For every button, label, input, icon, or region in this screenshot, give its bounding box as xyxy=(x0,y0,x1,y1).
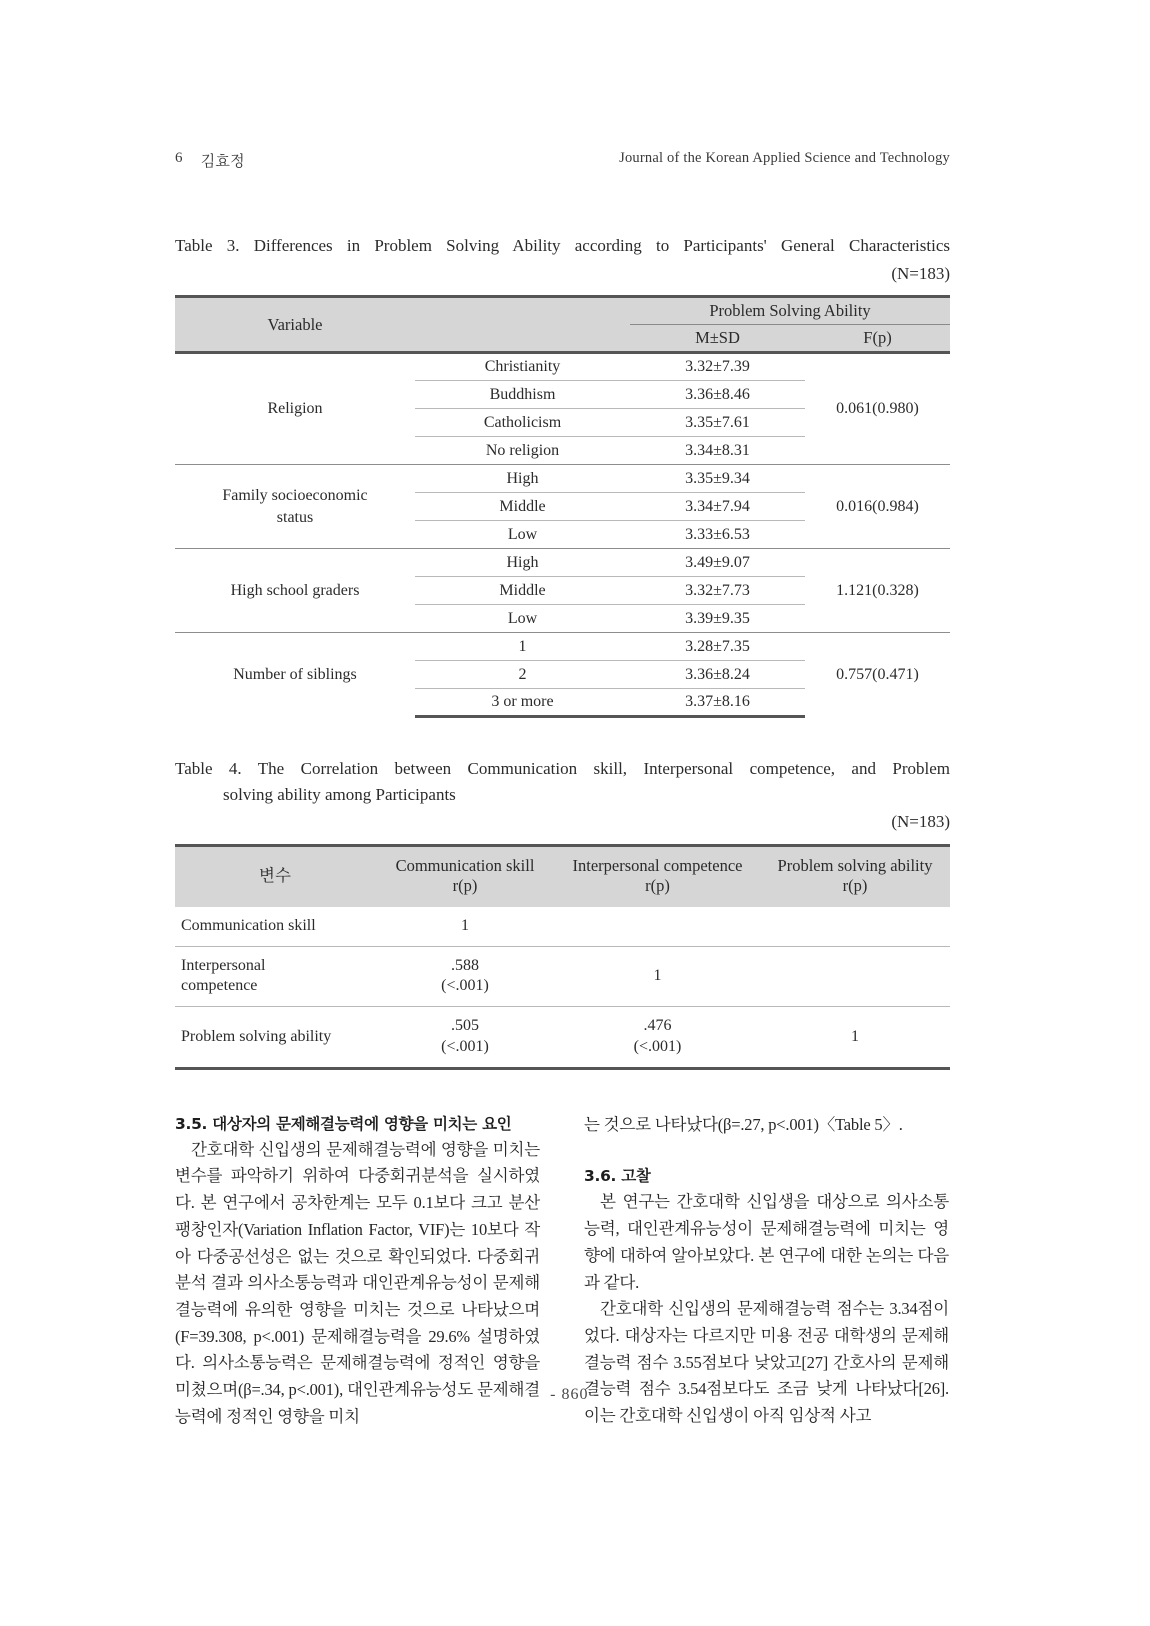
table3-value: 3.34±8.31 xyxy=(685,441,750,459)
table3-level: 3 or more xyxy=(415,689,630,717)
table3-level: Middle xyxy=(415,577,630,605)
journal-title: Journal of the Korean Applied Science and Technology xyxy=(619,150,950,166)
table-row xyxy=(175,549,950,577)
table3-caption xyxy=(175,233,950,286)
page-content xyxy=(175,150,950,1431)
table3-level: Christianity xyxy=(415,353,630,381)
table3-level: Buddhism xyxy=(415,381,630,409)
table3-header-spacer-2 xyxy=(415,325,630,353)
table4-cell: .505 (<.001) xyxy=(375,1007,555,1069)
table3-group-name: Religion xyxy=(175,353,415,465)
table4-cell: 1 xyxy=(760,1007,950,1069)
table4-header-col1: Communication skill r(p) xyxy=(375,845,555,907)
table-row xyxy=(175,946,950,1007)
table3-header-msd: M±SD xyxy=(630,325,805,353)
table4-header-col2: Interpersonal competence r(p) xyxy=(555,845,760,907)
section-3-5-continuation: 는 것으로 나타났다(β=.27, p<.001)〈Table 5〉. xyxy=(584,1114,903,1134)
table3-fp-value: 0.016(0.984) xyxy=(805,465,950,549)
table4-caption-n: (N=183) xyxy=(891,812,950,831)
page-number: 6 xyxy=(175,150,183,166)
table4-header-row xyxy=(175,845,950,907)
table3-value: 3.36±8.24 xyxy=(630,661,805,689)
table3-level: No religion xyxy=(485,441,560,459)
table3-value: 3.35±9.34 xyxy=(630,465,805,493)
table4-cell xyxy=(760,907,950,946)
table3-caption-n: (N=183) xyxy=(891,263,950,283)
table4 xyxy=(175,844,950,1070)
table4-cell: .476 (<.001) xyxy=(555,1007,760,1069)
table4-row-label: Interpersonal competence xyxy=(175,946,375,1007)
section-3-6-paragraph-1: 본 연구는 간호대학 신입생을 대상으로 의사소통능력, 대인관계유능성이 문제해결능력에 미치는 영향에 대하여 알아보았다. 본 연구에 대한 논의는 다음과 같다. xyxy=(584,1192,949,1292)
table3-level: Catholicism xyxy=(415,409,630,437)
table3-level: 1 xyxy=(415,633,630,661)
table4-header-variable: 변수 xyxy=(175,845,375,907)
table3-value: 3.32±7.73 xyxy=(630,577,805,605)
table3-header-spacer xyxy=(415,297,630,325)
table4-cell xyxy=(760,946,950,1007)
table3-level: High xyxy=(415,465,630,493)
running-head-left xyxy=(175,150,245,171)
table-row xyxy=(175,1007,950,1069)
page-footer: - 860 - xyxy=(550,1386,600,1403)
table3-level: High xyxy=(415,549,630,577)
table3-value: 3.32±7.39 xyxy=(630,353,805,381)
table3-fp-value: 0.061(0.980) xyxy=(805,353,950,465)
table3-value: 3.36±8.46 xyxy=(630,381,805,409)
table3-value: 3.49±9.07 xyxy=(630,549,805,577)
table3-value: 3.33±6.53 xyxy=(685,525,750,543)
author-name: 김효정 xyxy=(200,154,245,170)
table3 xyxy=(175,295,950,718)
table3-level: Low xyxy=(507,609,538,627)
section-3-6-paragraph-2: 간호대학 신입생의 문제해결능력 점수는 3.34점이었다. 대상자는 다르지만 미용 전공 대학생의 문제해결능력 점수 3.55점보다 낮았고[27] 간호사의 문제해결능력 점수 3.54점보다도 조금 낮게 나타났다[26]. 이는 간호대학 신입생이 아직 임상적 사고 xyxy=(584,1299,949,1426)
table4-caption xyxy=(175,756,950,835)
running-head xyxy=(175,150,950,171)
table-row xyxy=(175,633,950,661)
table3-caption-text: Table 3. Differences in Problem Solving Ability according to Participants' General Characteristics xyxy=(175,236,950,255)
body-columns xyxy=(175,1112,950,1431)
table4-cell: 1 xyxy=(375,907,555,946)
table3-value: 3.39±9.35 xyxy=(685,609,750,627)
table4-row-label: Communication skill xyxy=(175,907,375,946)
table4-header-col3: Problem solving ability r(p) xyxy=(760,845,950,907)
table3-header-group: Problem Solving Ability xyxy=(630,297,950,325)
table3-header-fp: F(p) xyxy=(805,325,950,353)
table4-caption-line1: Table 4. The Correlation between Communication skill, Interpersonal competence, and Problem xyxy=(175,759,950,778)
table4-row-label: Problem solving ability xyxy=(175,1007,375,1069)
table3-group-name: High school graders xyxy=(175,549,415,633)
table3-group-name: Family socioeconomic status xyxy=(175,465,415,549)
table-row xyxy=(175,465,950,493)
table3-level: Low xyxy=(507,525,538,543)
table3-value: 3.37±8.16 xyxy=(630,689,805,717)
table3-value: 3.34±7.94 xyxy=(630,493,805,521)
table3-value: 3.28±7.35 xyxy=(630,633,805,661)
table3-fp-value: 1.121(0.328) xyxy=(805,549,950,633)
table3-header-row-1 xyxy=(175,297,950,325)
table3-value: 3.35±7.61 xyxy=(630,409,805,437)
table3-group-name: Number of siblings xyxy=(175,633,415,717)
section-heading-3-6: 3.6. 고찰 xyxy=(584,1167,651,1186)
section-heading-3-5: 3.5. 대상자의 문제해결능력에 영향을 미치는 요인 xyxy=(175,1114,512,1133)
table3-fp-value: 0.757(0.471) xyxy=(805,633,950,717)
table-row xyxy=(175,353,950,381)
section-3-5-paragraph: 간호대학 신입생의 문제해결능력에 영향을 미치는 변수를 파악하기 위하여 다중회귀분석을 실시하였다. 본 연구에서 공차한계는 모두 0.1보다 크고 분산팽창인자(Variation Inflation Factor, VIF)는 10보다 작아 다중공선성은 없는 것으로 확인되었다. 다중회귀분석 결과 의사소통능력과 대인관계유능성이 문제해결능력에 유의한 영향을 미치는 것으로 나타났으며(F=39.308, p<.001) 문제해결능력을 29.6% 설명하였다. 의사소통능력은 문제해결능력에 정적인 영향을 미쳤으며(β=.34, p<.001), 대인관계유능성도 문제해결능력에 정적인 영향을 미치 xyxy=(175,1139,540,1426)
table4-cell: 1 xyxy=(555,946,760,1007)
table4-caption-line2: solving ability among Participants xyxy=(223,784,456,804)
left-column xyxy=(175,1112,540,1431)
right-column xyxy=(584,1112,949,1431)
table3-level: 2 xyxy=(415,661,630,689)
table-row xyxy=(175,907,950,946)
table3-header-variable: Variable xyxy=(175,297,415,353)
table4-cell: .588 (<.001) xyxy=(375,946,555,1007)
table4-cell xyxy=(555,907,760,946)
table3-level: Middle xyxy=(415,493,630,521)
